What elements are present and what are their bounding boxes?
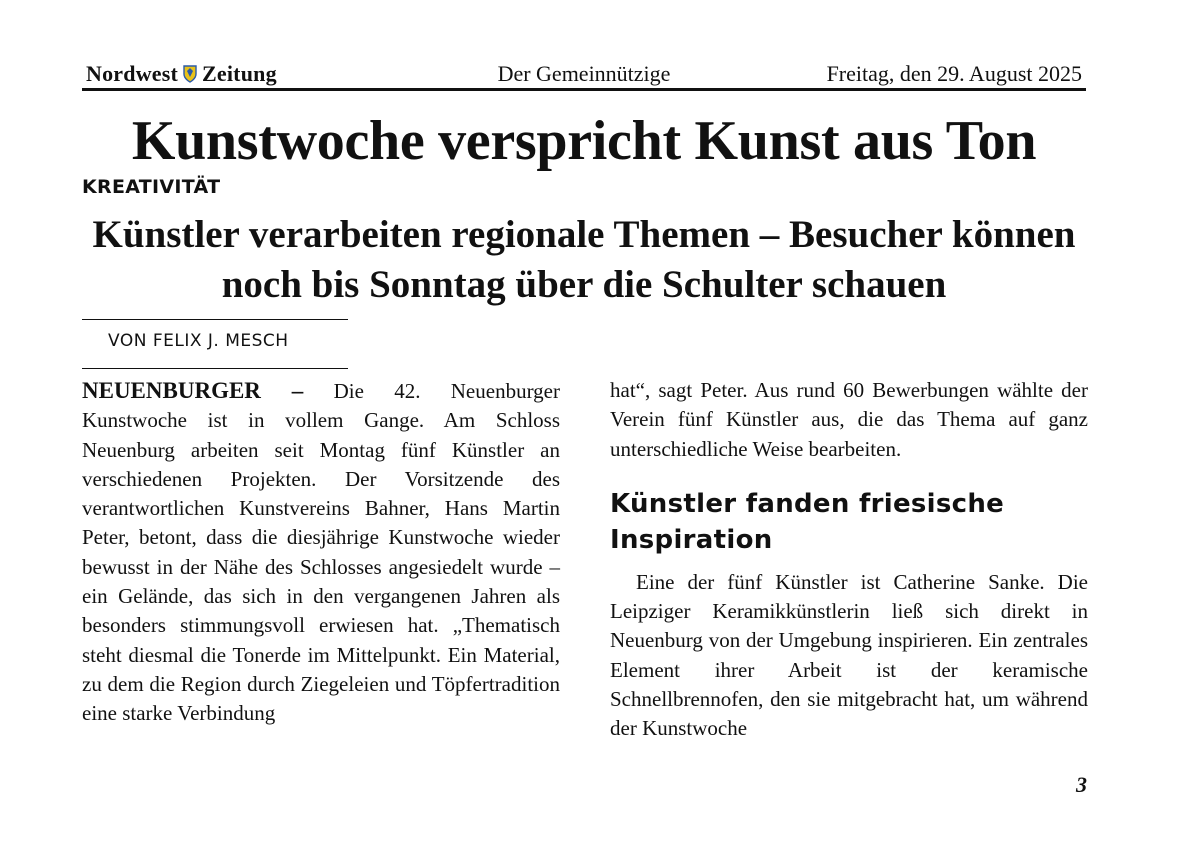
byline-divider-top [82, 319, 348, 320]
section-name: Der Gemeinnützige [497, 61, 671, 86]
article-headline: Kunstwoche verspricht Kunst aus Ton [131, 110, 1037, 172]
article-dateline: NEUENBURGER – [82, 378, 304, 403]
article-paragraph-1 [82, 376, 560, 729]
article-byline: VON FELIX J. MESCH [108, 331, 289, 351]
paper-name-right: Zeitung [202, 61, 277, 86]
article-column-right [610, 376, 1088, 744]
article-subhead: Künstler verarbeiten regionale Themen – Besucher können noch bis Sonntag über die Schulter schauen [92, 213, 1076, 306]
paragraph-1-text: Die 42. Neuenburger Kunstwoche ist in vollem Gange. Am Schloss Neuenburg arbeiten seit Montag fünf Künstler an verschiedenen Projekten. Der Vorsitzende des verantwortlichen Kunstvereins Bahner, Hans Martin Peter, betont, dass die diesjährige Kunstwoche wieder bewusst in der Nähe des Schlosses angesiedelt wurde – ein Gelände, das sich in den vergangenen Jahren als besonders stimmungsvoll erwiesen hat. „Thematisch steht diesmal die Tonerde im Mittelpunkt. Ein Material, zu dem die Region durch Ziegeleien und Töpfertradition eine starke Verbindung [82, 379, 561, 726]
issue-date: Freitag, den 29. August 2025 [826, 61, 1082, 86]
page-number: 3 [1076, 772, 1087, 797]
article-paragraph-2: Eine der fünf Künstler ist Catherine Sanke. Die Leipziger Keramikkünstlerin ließ sich direkt in Neuenburg von der Umgebung inspirieren. Ein zentrales Element ihrer Arbeit ist der keramische Schnellbrennofen, den sie mitgebracht hat, um während der Kunstwoche [610, 569, 1088, 741]
article-column-left [82, 376, 560, 729]
byline-divider-bottom [82, 368, 348, 369]
page-header [82, 58, 1086, 91]
article-kicker: KREATIVITÄT [82, 176, 221, 198]
paper-name-left: Nordwest [86, 61, 179, 86]
section-heading: Künstler fanden friesische Inspiration [610, 488, 1005, 555]
paragraph-1-continued: hat“, sagt Peter. Aus rund 60 Bewerbungen wählte der Verein fünf Künstler aus, die das Thema auf ganz unterschiedliche Weise bearbeiten. [610, 378, 1088, 461]
